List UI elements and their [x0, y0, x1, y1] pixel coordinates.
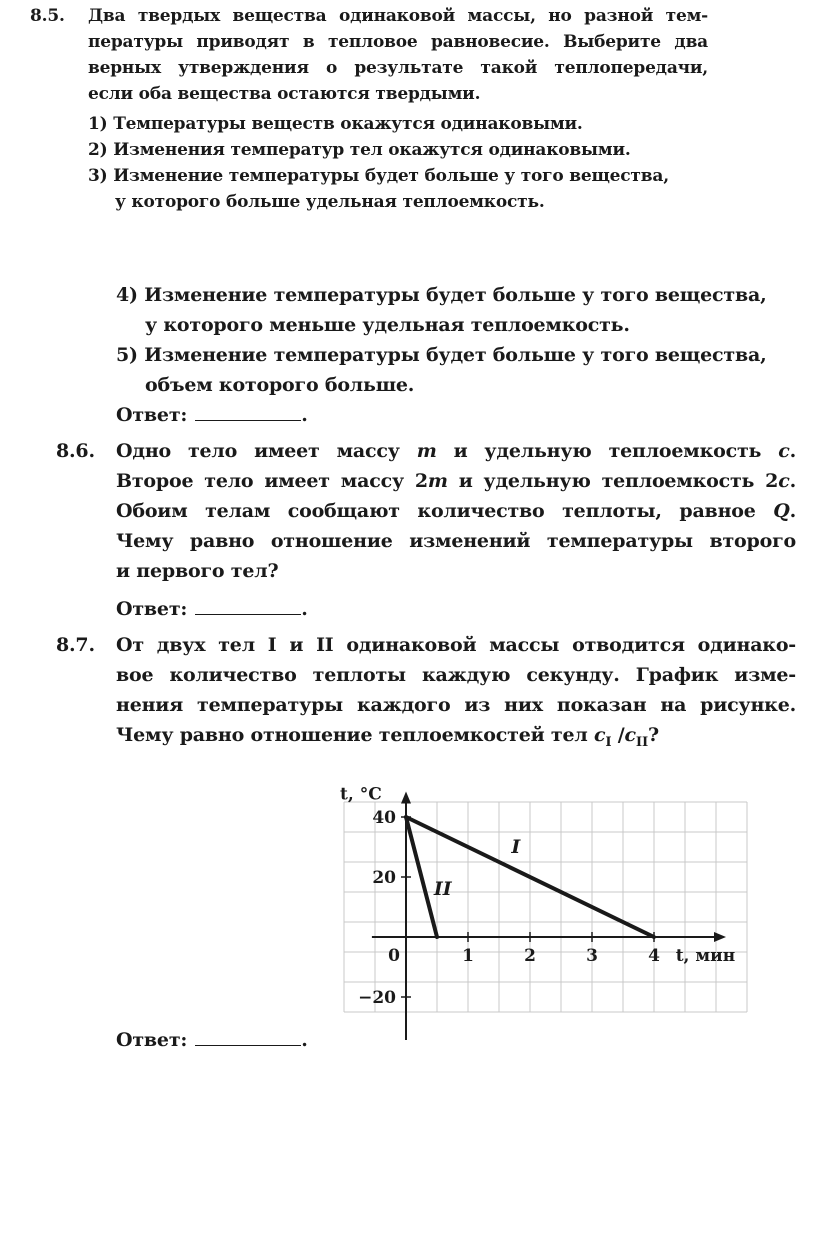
option-4-cont: у которого меньше удельная теплоемкость.	[145, 314, 630, 336]
option-2: 2) Изменения температур тел окажутся одинаковыми.	[88, 140, 631, 160]
x-axis-label: t, мин	[675, 946, 736, 966]
question-text-line: если оба вещества остаются твердыми.	[88, 84, 481, 104]
series-label-I: I	[511, 836, 521, 858]
answer-blank[interactable]	[195, 596, 301, 615]
question-text-line: Одно тело имеет массу m и удельную теплоемкость c.	[116, 440, 796, 462]
question-text-line: Чему равно отношение теплоемкостей тел $c_I$ $/c_{II}$?	[116, 724, 659, 750]
answer-row: Ответ: .	[116, 1029, 308, 1051]
answer-label: Ответ:	[116, 1029, 188, 1051]
answer-blank[interactable]	[195, 1027, 301, 1046]
question-8-7	[56, 630, 796, 758]
x-tick-label: 2	[524, 946, 536, 966]
question-8-5	[30, 3, 710, 215]
question-text-line: пературы приводят в тепловое равновесие. Выберите два	[88, 32, 708, 52]
question-text-line: От двух тел I и II одинаковой массы отводится одинако-	[116, 634, 796, 656]
x-tick-label: 4	[648, 946, 660, 966]
option-1: 1) Температуры веществ окажутся одинаковыми.	[88, 114, 583, 134]
question-number: 8.5.	[30, 6, 65, 26]
y-axis-label: t, °C	[340, 784, 382, 805]
answer-row: Ответ: .	[116, 404, 308, 426]
chart-axes	[372, 792, 726, 1041]
question-text-line: Два твердых вещества одинаковой массы, но разной тем-	[88, 6, 708, 26]
answer-label: Ответ:	[116, 404, 188, 426]
temperature-time-chart	[336, 770, 756, 1040]
question-number: 8.6.	[56, 440, 95, 462]
y-axis-arrow	[401, 792, 411, 804]
question-text-line: Второе тело имеет массу 2m и удельную теплоемкость 2c.	[116, 470, 796, 492]
x-axis-arrow	[714, 932, 726, 942]
y-tick-label: −20	[358, 988, 396, 1008]
x-tick-label: 1	[462, 946, 474, 966]
option-5: 5) Изменение температуры будет больше у того вещества,	[116, 344, 767, 366]
chart-grid	[344, 802, 747, 1012]
chart-labels	[340, 785, 735, 1009]
question-8-6	[56, 436, 796, 624]
x-tick-label: 3	[586, 946, 598, 966]
x-tick-label: 0	[388, 946, 400, 966]
y-tick-label: 20	[372, 868, 396, 888]
option-5-cont: объем которого больше.	[145, 374, 415, 396]
question-number: 8.7.	[56, 634, 95, 656]
option-3-cont: у которого больше удельная теплоемкость.	[115, 192, 545, 212]
question-text-line: и первого тел?	[116, 560, 279, 582]
answer-blank[interactable]	[195, 402, 301, 421]
question-text-line: верных утверждения о результате такой теплопередачи,	[88, 58, 708, 78]
option-3: 3) Изменение температуры будет больше у того вещества,	[88, 166, 669, 186]
question-text-line: Обоим телам сообщают количество теплоты, равное Q.	[116, 500, 796, 522]
question-text-line: Чему равно отношение изменений температуры второго	[116, 530, 796, 552]
question-8-5-options-continued	[116, 280, 806, 430]
series-label-II: II	[433, 878, 452, 900]
chart-ticks	[401, 817, 654, 997]
y-tick-label: 40	[372, 808, 396, 828]
question-text-line: вое количество теплоты каждую секунду. График изме-	[116, 664, 796, 686]
option-4: 4) Изменение температуры будет больше у того вещества,	[116, 284, 767, 306]
answer-row: Ответ: .	[116, 598, 308, 620]
answer-label: Ответ:	[116, 598, 188, 620]
question-text-line: нения температуры каждого из них показан на рисунке.	[116, 694, 796, 716]
